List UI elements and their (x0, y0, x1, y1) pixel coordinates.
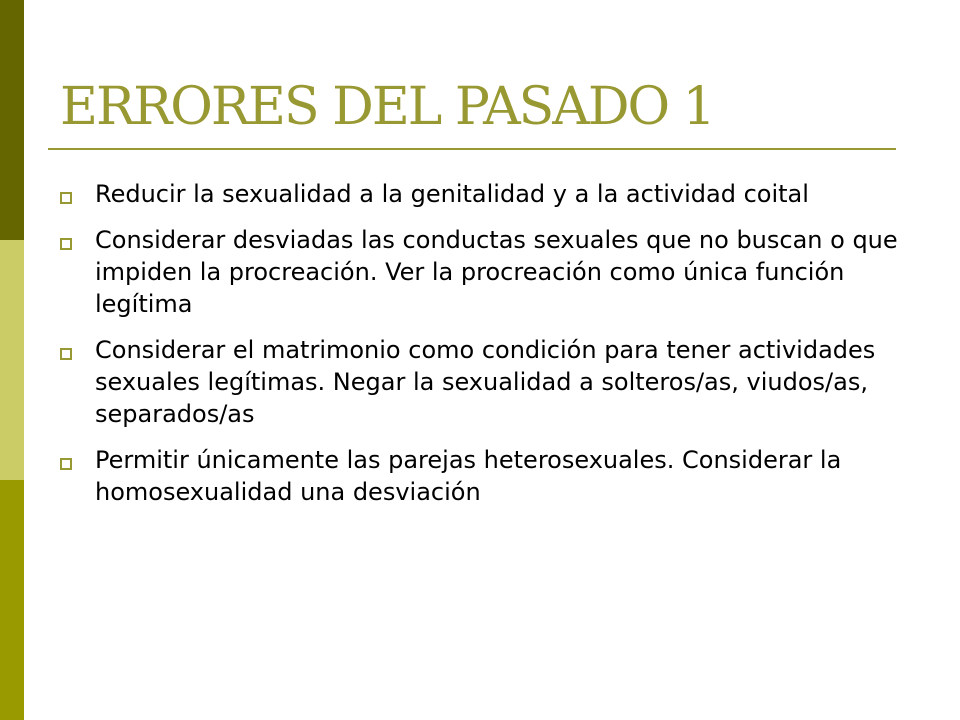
bullet-text: Reducir la sexualidad a la genitalidad y a la actividad coital (95, 180, 809, 208)
slide-title: ERRORES DEL PASADO 1 (60, 77, 714, 137)
bullet-text: Permitir únicamente las parejas heterosexuales. Considerar la homosexualidad una desviación (95, 446, 842, 506)
list-item (60, 224, 910, 320)
bullet-text: Considerar el matrimonio como condición para tener actividades sexuales legítimas. Negar la sexualidad a solteros/as, viudos/as, separados/as (95, 336, 876, 428)
bullet-list (60, 178, 910, 522)
hollow-square-icon (60, 238, 72, 250)
sidebar-stripe-top (0, 0, 24, 240)
title-divider (48, 148, 896, 150)
sidebar-stripe-bottom (0, 480, 24, 720)
hollow-square-icon (60, 192, 72, 204)
list-item (60, 178, 910, 210)
hollow-square-icon (60, 458, 72, 470)
list-item (60, 334, 910, 430)
hollow-square-icon (60, 348, 72, 360)
sidebar-stripe-middle (0, 240, 24, 480)
list-item (60, 444, 910, 508)
bullet-text: Considerar desviadas las conductas sexuales que no buscan o que impiden la procreación. Ver la procreación como única función legítima (95, 226, 898, 318)
